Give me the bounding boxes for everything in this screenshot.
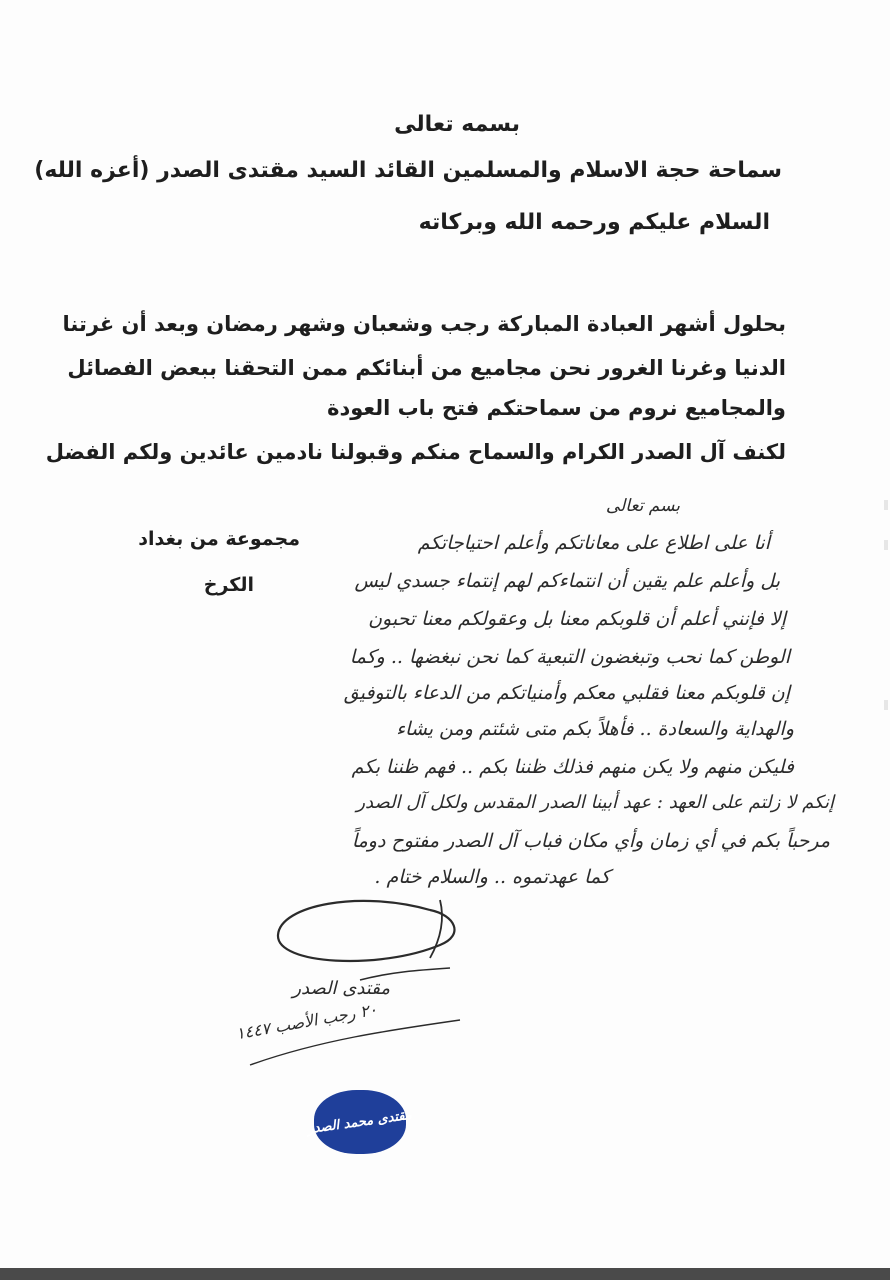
letter-greeting: السلام عليكم ورحمه الله وبركاته — [418, 210, 770, 235]
signature-name: مقتدى الصدر — [292, 978, 390, 999]
reply-line: فليكن منهم ولا يكن منهم فذلك ظننا بكم .. فهم ظننا بكم — [351, 756, 794, 778]
reply-line: أنا على اطلاع على معاناتكم وأعلم احتياجاتكم — [417, 532, 770, 554]
reply-line: الوطن كما نحب وتبغضون التبعية كما نحن نبغضها .. وكما — [349, 646, 790, 668]
reply-line: والهداية والسعادة .. فأهلاً بكم متى شئتم ومن يشاء — [396, 718, 794, 740]
reply-opening: بسم تعالى — [605, 496, 680, 516]
letter-body-line: لكنف آل الصدر الكرام والسماح منكم وقبولنا نادمين عائدين ولكم الفضل — [45, 440, 786, 464]
reply-line: إنكم لا زلتم على العهد : عهد أبينا الصدر المقدس ولكل آل الصدر — [356, 792, 834, 813]
reply-line: بل وأعلم علم يقين أن انتماءكم لهم إنتماء جسدي ليس — [354, 570, 780, 592]
letter-body-line: بحلول أشهر العبادة المباركة رجب وشعبان وشهر رمضان وبعد أن غرتنا — [62, 312, 786, 336]
scan-edge-mark — [884, 700, 888, 710]
reply-line: إن قلوبكم معنا فقلبي معكم وأمنياتكم من الدعاء بالتوفيق — [343, 682, 790, 704]
reply-line: مرحباً بكم في أي زمان وأي مكان فباب آل الصدر مفتوح دوماً — [351, 830, 830, 852]
scan-edge-mark — [884, 500, 888, 510]
sender-area: الكرخ — [203, 574, 254, 596]
reply-line: إلا فإنني أعلم أن قلوبكم معنا بل وعقولكم معنا تحبون — [368, 608, 786, 630]
letter-opening: بسمه تعالى — [394, 112, 520, 137]
letter-body-line: والمجاميع نروم من سماحتكم فتح باب العودة — [327, 396, 786, 420]
signature-date: ٢٠ رجب الأصب ١٤٤٧ — [234, 999, 379, 1044]
reply-line: كما عهدتموه .. والسلام ختام . — [374, 866, 610, 888]
letter-addressee: سماحة حجة الاسلام والمسلمين القائد السيد مقتدى الصدر (أعزه الله) — [34, 158, 782, 183]
blue-seal-stamp — [306, 1090, 414, 1154]
scan-edge-mark — [884, 540, 888, 550]
bottom-bar — [0, 1268, 890, 1280]
sender-group: مجموعة من بغداد — [138, 528, 300, 550]
letter-body-line: الدنيا وغرنا الغرور نحن مجاميع من أبنائكم ممن التحقنا ببعض الفصائل — [67, 356, 786, 380]
seal-text: مقتدى محمد الصدر — [306, 1107, 414, 1137]
